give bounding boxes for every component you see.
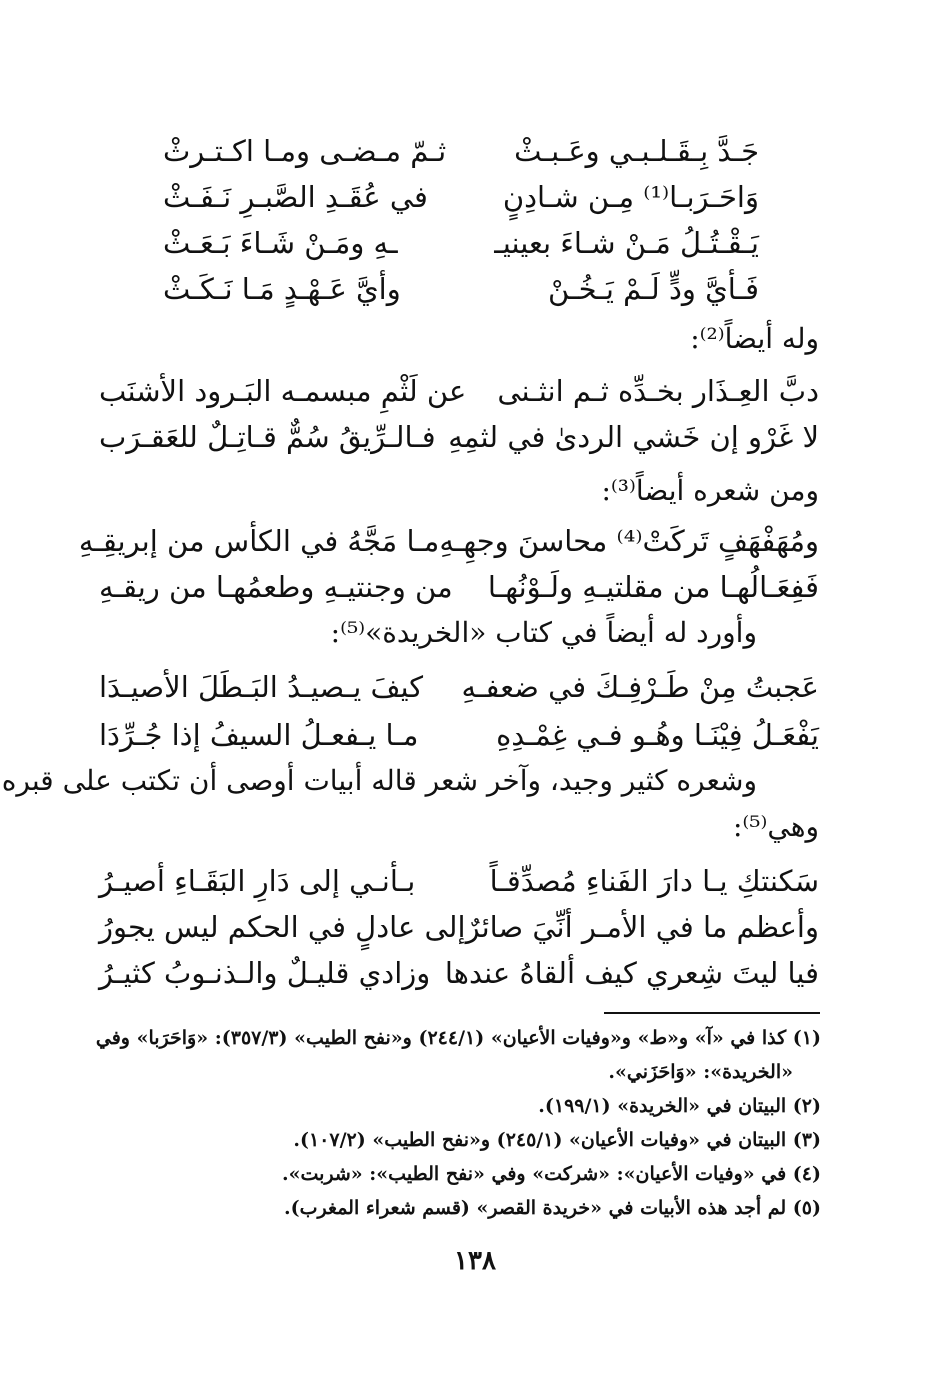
prose-paragraph-end: وهي⁽⁵⁾: xyxy=(732,810,819,843)
second-hemistich: ثـمّ مـضـى ومـا اكـتـرثْ xyxy=(163,134,447,168)
second-hemistich: وزادي قليـلٌ والـذنـوبُ كثيـرُ xyxy=(99,956,431,990)
verse-line xyxy=(163,266,759,312)
second-hemistich: في عُقَـدِ الصَّبـرِ نَـفَـثْ xyxy=(163,180,428,214)
section-intro: وله أيضاً⁽²⁾: xyxy=(690,322,819,355)
first-hemistich: فيا ليتَ شِعري كيف ألقاهُ عندها xyxy=(444,956,819,990)
footnote-2: (٢) البيتان في «الخريدة» (١٩٩/١). xyxy=(538,1095,821,1117)
verse-line xyxy=(99,950,819,996)
footnote-3: (٣) البيتان في «وفيات الأعيان» (٢٤٥/١) و«نفح الطيب» (١٠٧/٢). xyxy=(293,1129,821,1151)
second-hemistich: عن لَثْمِ مبسمـه البَـرود الأشنَب xyxy=(99,374,467,408)
second-hemistich: مـا مَجَّهُ في الكأس من إبريقِـهِ xyxy=(78,524,440,558)
section-intro: ومن شعره أيضاً⁽³⁾: xyxy=(601,474,819,507)
first-hemistich: فَفِعَـالُهـا من مقلتيـهِ ولَـوْنُهـا xyxy=(487,570,819,604)
verse-line xyxy=(99,904,819,950)
verse-line xyxy=(163,128,759,174)
verse-line xyxy=(78,518,819,564)
verse-line xyxy=(99,564,819,610)
verse-line xyxy=(99,414,819,460)
footnote-5: (٥) لم أجد هذه الأبيات في «خريدة القصر» (قسم شعراء المغرب). xyxy=(284,1197,821,1219)
verse-line xyxy=(99,664,819,710)
first-hemistich: يَـقْـتُـلُ مَـنْ شـاءَ بعينيـ xyxy=(494,226,759,260)
first-hemistich: عَجبتُ مِنْ طَـرْفِـكَ في ضعفـهِ xyxy=(461,670,819,704)
second-hemistich: فـالـرِّيقُ سُمٌّ قـاتِـلٌ للعَقـرَب xyxy=(99,420,436,454)
second-hemistich: بـأنـي إلى دَارِ البَقَـاءِ أصيـرُ xyxy=(99,864,416,898)
first-hemistich: لا غَرْو إن خَشي الردىٰ في لثمِهِ xyxy=(448,420,819,454)
second-hemistich: من وجنتيـهِ وطعمُهـا من ريقـهِ xyxy=(99,570,453,604)
verse-line xyxy=(163,174,759,220)
verse-line xyxy=(99,712,819,758)
footnote-4: (٤) في «وفيات الأعيان»: «شركت» وفي «نفح الطيب»: «شربت». xyxy=(281,1163,821,1185)
first-hemistich: دبَّ العِـذَار بخـدِّه ثـم انثـنى xyxy=(497,374,819,408)
section-intro: وأورد له أيضاً في كتاب «الخريدة»⁽⁵⁾: xyxy=(330,616,757,649)
verse-line xyxy=(99,858,819,904)
first-hemistich: يَفْعَـلُ فِيْنَـا وهُـو فـي غِمْـدِهِ xyxy=(496,718,819,752)
footnote-separator xyxy=(604,1012,820,1014)
second-hemistich: مـا يـفعـلُ السيفُ إذا جُـرِّدَا xyxy=(99,718,419,752)
first-hemistich: وَاحَـرَبـا⁽¹⁾ مِـن شـادِنٍ xyxy=(502,180,759,214)
second-hemistich: إلى عادلٍ في الحكم ليس يجورُ xyxy=(99,910,466,944)
verse-line xyxy=(163,220,759,266)
first-hemistich: فَـأيَّ ودٍّ لَـمْ يَـخُـنْ xyxy=(548,272,759,306)
second-hemistich: وأيَّ عَـهْـدٍ مَـا نَـكَـثْ xyxy=(163,272,401,306)
first-hemistich: وأعظم ما في الأمـر أنِّيَ صائرٌ xyxy=(465,910,819,944)
second-hemistich: كيفَ يـصيـدُ البَـطَلَ الأصيـدَا xyxy=(99,670,424,704)
page-number: ١٣٨ xyxy=(454,1246,496,1276)
footnote-1: (١) كذا في «آ» و«ط» و«وفيات الأعيان» (٢٤٤/١) و«نفح الطيب» (٣٥٧/٣): «وَاحَرَبا» وفي xyxy=(95,1027,821,1049)
footnote-1-continuation: «الخريدة»: «وَاحَزَني». xyxy=(608,1061,793,1083)
first-hemistich: ومُهَفْهَفٍ تَركَتْ⁽⁴⁾ محاسنَ وجهِـهِ xyxy=(439,524,819,558)
first-hemistich: سَكنتكِ يـا دارَ الفَناءِ مُصدِّقـاً xyxy=(489,864,819,898)
prose-paragraph: وشعره كثير وجيد، وآخر شعر قاله أبيات أوصى أن تكتب على قبره xyxy=(1,764,757,797)
first-hemistich: جَـدَّ بِـقَـلـبـي وعَـبـثْ xyxy=(514,134,759,168)
verse-line xyxy=(99,368,819,414)
second-hemistich: ـهِ ومَـنْ شَـاءَ بَـعَـثْ xyxy=(163,226,398,260)
